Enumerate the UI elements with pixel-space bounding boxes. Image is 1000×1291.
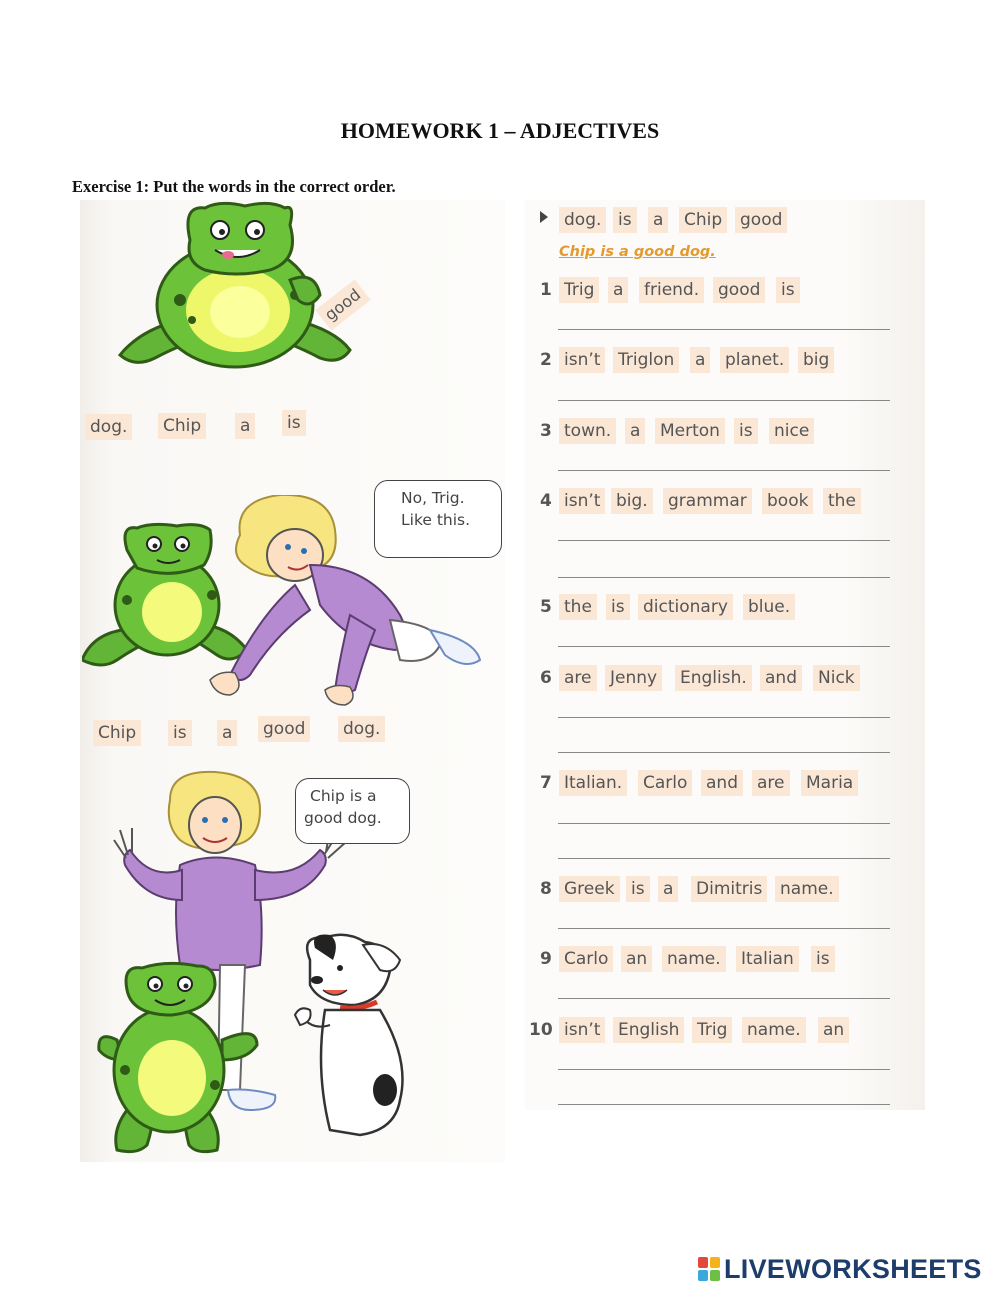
word-tile: book [762, 488, 813, 514]
answer-line[interactable] [558, 752, 890, 753]
word-tile: dictionary [638, 594, 733, 620]
word-tile: friend. [639, 277, 704, 303]
word-tile: Chip [679, 207, 727, 233]
item-number: 9 [540, 949, 552, 969]
word-tile: a [648, 207, 668, 233]
item-number: 10 [529, 1020, 553, 1040]
answer-line[interactable] [558, 858, 890, 859]
word-tile: Trig [559, 277, 599, 303]
word-tile: isn’t [559, 488, 605, 514]
word-tile: is [606, 594, 630, 620]
answer-line[interactable] [558, 577, 890, 578]
word-tile: Maria [801, 770, 858, 796]
dog-illustration [285, 930, 420, 1145]
word-tile: Chip [93, 720, 141, 746]
word-tile: Jenny [605, 665, 662, 691]
word-tile: isn’t [559, 1017, 605, 1043]
word-tile: a [235, 413, 255, 439]
item-number: 4 [540, 491, 552, 511]
word-tile: dog. [559, 207, 606, 233]
logo-mark-icon [698, 1257, 720, 1281]
logo-text: LIVEWORKSHEETS [724, 1253, 982, 1284]
word-tile: an [621, 946, 652, 972]
word-tile: blue. [743, 594, 795, 620]
word-tile: Dimitris [691, 876, 767, 902]
word-tile: is [734, 418, 758, 444]
word-tile: dog. [338, 716, 385, 742]
page-title: HOMEWORK 1 – ADJECTIVES [340, 118, 660, 143]
word-tile: grammar [663, 488, 752, 514]
word-tile: the [823, 488, 861, 514]
monster-illustration-3 [97, 960, 267, 1155]
word-tile: is [613, 207, 637, 233]
word-tile: town. [559, 418, 616, 444]
word-tile: planet. [720, 347, 789, 373]
speech-bubble-text: Chip is a [310, 787, 377, 805]
word-tile: Carlo [559, 946, 613, 972]
word-tile: is [168, 720, 192, 746]
word-tile: and [760, 665, 802, 691]
item-number: 5 [540, 597, 552, 617]
word-tile: an [818, 1017, 849, 1043]
word-tile: are [752, 770, 790, 796]
word-tile: a [625, 418, 645, 444]
word-tile: Triglon [613, 347, 679, 373]
item-number: 2 [540, 350, 552, 370]
answer-line[interactable] [558, 998, 890, 999]
speech-bubble-text: good dog. [304, 809, 382, 827]
word-tile: a [608, 277, 628, 303]
word-tile: nice [769, 418, 814, 444]
answer-line[interactable] [558, 540, 890, 541]
answer-line[interactable] [558, 1069, 890, 1070]
word-tile: Italian [736, 946, 799, 972]
item-number: 6 [540, 668, 552, 688]
word-tile: is [776, 277, 800, 303]
item-number: 3 [540, 421, 552, 441]
word-tile-good: good [315, 279, 370, 330]
answer-line[interactable] [558, 928, 890, 929]
answer-line[interactable] [558, 329, 890, 330]
word-tile: big [798, 347, 834, 373]
word-tile: name. [742, 1017, 806, 1043]
word-tile: Merton [655, 418, 725, 444]
word-tile: Greek [559, 876, 620, 902]
word-tile: big. [611, 488, 653, 514]
word-tile: Trig [692, 1017, 732, 1043]
speech-bubble-text: No, Trig. [401, 489, 465, 507]
word-tile: a [690, 347, 710, 373]
exercise-instruction: Exercise 1: Put the words in the correct order. [72, 177, 396, 196]
speech-bubble-1 [374, 480, 502, 558]
answer-line[interactable] [558, 646, 890, 647]
word-tile: and [701, 770, 743, 796]
word-tile: a [658, 876, 678, 902]
word-tile: good [735, 207, 787, 233]
answer-line[interactable] [558, 1104, 890, 1105]
speech-bubble-text: Like this. [401, 511, 471, 529]
answer-line[interactable] [558, 470, 890, 471]
speech-bubble-2 [295, 778, 410, 844]
word-tile: is [626, 876, 650, 902]
item-number: 8 [540, 879, 552, 899]
word-tile: dog. [85, 414, 132, 440]
word-tile: name. [775, 876, 839, 902]
example-arrow-icon [540, 211, 548, 223]
word-tile: the [559, 594, 597, 620]
word-tile: English. [675, 665, 752, 691]
word-tile: good [258, 716, 310, 742]
word-tile: is [282, 410, 306, 436]
word-tile: a [217, 720, 237, 746]
word-tile: are [559, 665, 597, 691]
word-tile: name. [662, 946, 726, 972]
liveworksheets-logo[interactable] [698, 1254, 982, 1284]
answer-line[interactable] [558, 823, 890, 824]
word-tile: isn’t [559, 347, 605, 373]
exercise-panel [525, 200, 925, 1110]
example-answer: Chip is a good dog. [559, 244, 716, 260]
word-tile: is [811, 946, 835, 972]
item-number: 7 [540, 773, 552, 793]
word-tile: Carlo [638, 770, 692, 796]
word-tile: Italian. [559, 770, 627, 796]
answer-line[interactable] [558, 717, 890, 718]
word-tile: Chip [158, 413, 206, 439]
item-number: 1 [540, 280, 552, 300]
word-tile: English [613, 1017, 684, 1043]
word-tile: good [713, 277, 765, 303]
answer-line[interactable] [558, 400, 890, 401]
word-tile: Nick [813, 665, 860, 691]
